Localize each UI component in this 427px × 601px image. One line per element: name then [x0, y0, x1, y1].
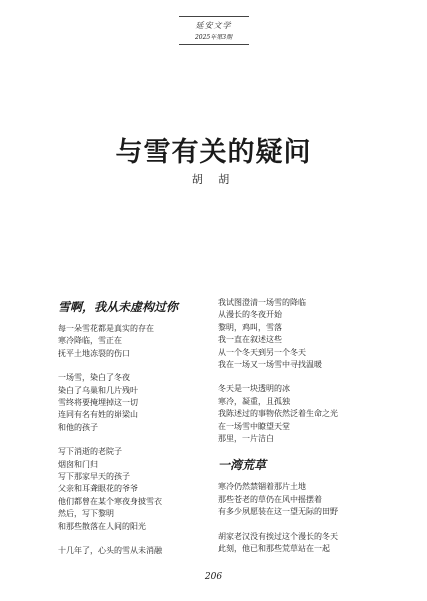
section-title: 一湾荒草	[218, 458, 267, 473]
poem-line: 和那些散落在人间的阳光	[58, 521, 146, 531]
right-column	[218, 297, 388, 568]
poem-line: 寒冷仍然禁锢着那片土地	[218, 482, 306, 492]
poem-title: 与雪有关的疑问	[115, 137, 312, 168]
stanza	[58, 372, 208, 434]
poem-line: 雪终将要掩埋掉这一切	[58, 398, 138, 408]
poem-line: 写下那家早天的孩子	[58, 472, 130, 482]
poem-line: 那些苍老的草仍在风中摇摆着	[218, 494, 322, 504]
poem-line: 此刻，他已和那些荒草站在一起	[218, 544, 330, 554]
poem-line: 然后，写下黎明	[58, 509, 114, 519]
poem-line: 写下消逝的老院子	[58, 447, 122, 457]
poem-line: 我在一场又一场雪中寻找温暖	[218, 360, 322, 370]
stanza	[218, 531, 388, 556]
poem-line: 冬天是一块透明的冰	[218, 384, 290, 394]
stanza-group	[218, 481, 388, 555]
stanza	[218, 481, 388, 518]
poem-line: 抚平土地冻裂的伤口	[58, 348, 130, 358]
poem-line: 我陈述过的事物依然泛着生命之光	[218, 409, 338, 419]
running-header	[0, 16, 427, 45]
poem-line: 一场雪，染白了冬夜	[58, 373, 130, 383]
stanza-group	[218, 297, 388, 445]
left-column	[58, 297, 208, 570]
stanza	[58, 323, 208, 360]
stanza	[218, 383, 388, 445]
poem-line: 黎明，鸡叫，雪落	[218, 322, 282, 332]
stanza-group	[58, 323, 208, 558]
poem-line: 他们都曾在某个寒夜身披雪衣	[58, 496, 162, 506]
poem-line: 有多少夙愿装在这一望无际的田野	[218, 507, 338, 517]
poem-line: 寒冷降临，雪正在	[58, 336, 122, 346]
author-name: 胡 胡	[191, 173, 236, 186]
stanza	[58, 446, 208, 533]
poem-line: 十几年了，心头的雪从未消融	[58, 546, 162, 556]
stanza	[218, 297, 388, 371]
poem-line: 每一朵雪花都是真实的存在	[58, 324, 154, 333]
poem-line: 胡家老汉没有挨过这个漫长的冬天	[218, 531, 338, 541]
poem-line: 和他的孩子	[58, 422, 98, 432]
header-rule	[179, 16, 249, 17]
poem-line: 连同有名有姓的峁梁山	[58, 410, 138, 420]
poem-line: 父亲和耳聋眼花的爷爷	[58, 484, 138, 494]
magazine-name: 延安文学	[195, 21, 232, 30]
poem-line: 我试图澄清一场雪的降临	[218, 298, 306, 307]
poem-line: 在一场雪中瞭望天堂	[218, 421, 290, 431]
header-rule	[179, 44, 249, 45]
poem-line: 我一直在叙述这些	[218, 335, 282, 345]
poem-line: 从漫长的冬夜开始	[218, 310, 282, 320]
page-number: 206	[204, 572, 223, 582]
poem-line: 染白了乌巢和几片残叶	[58, 385, 138, 395]
issue-label: 2025年第3期	[194, 34, 233, 41]
poem-line: 寒冷，凝重，且孤独	[218, 396, 290, 406]
stanza	[58, 545, 208, 557]
poem-line: 从一个冬天到另一个冬天	[218, 347, 306, 357]
poem-line: 烟囱和门归	[58, 459, 98, 469]
section-title: 雪啊，我从未虚构过你	[58, 300, 179, 314]
poem-line: 那里，一片洁白	[218, 434, 274, 444]
